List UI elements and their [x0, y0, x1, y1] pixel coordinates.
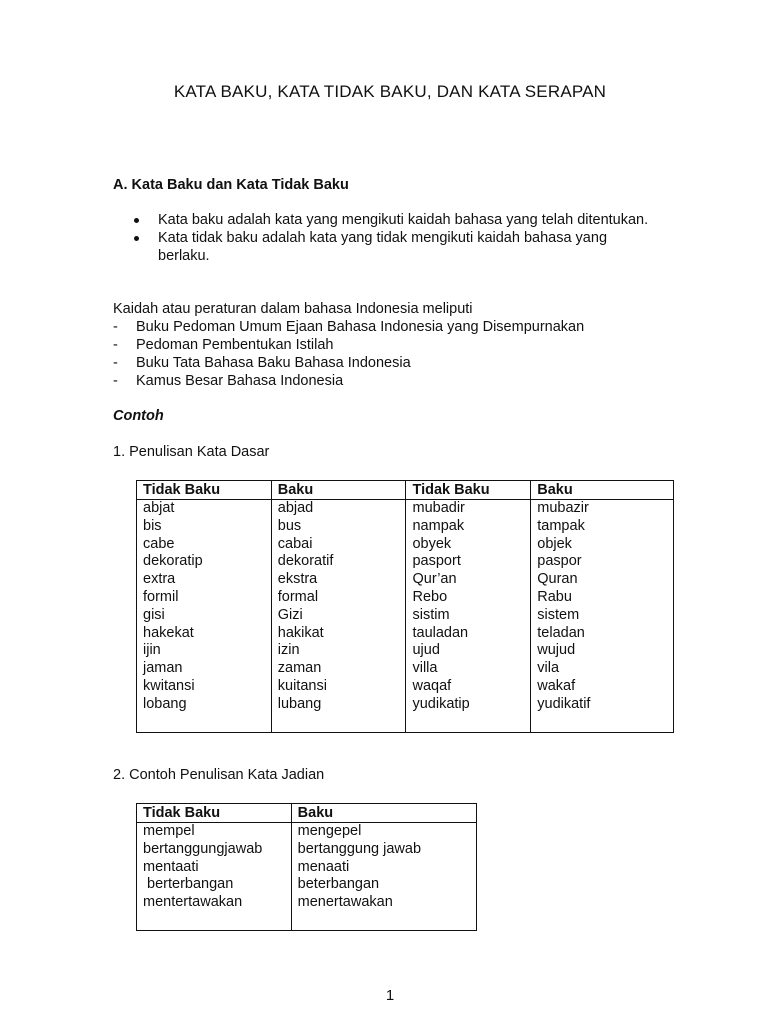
table-cell-word: teladan [537, 624, 585, 641]
table-cell-word: dekoratip [143, 553, 203, 570]
table-cell-word: ekstra [277, 571, 318, 588]
table-cell-word: menaati [297, 858, 350, 875]
table-cell-word: tauladan [412, 624, 469, 641]
table-cell-word: nampak [412, 517, 465, 534]
rules-list-text: Buku Pedoman Umum Ejaan Bahasa Indonesia yang Disempurnakan [136, 319, 585, 335]
table-body-row [137, 500, 674, 733]
column-cell [291, 823, 476, 931]
rules-list-text: Pedoman Pembentukan Istilah [136, 337, 334, 353]
column-header: Baku [291, 804, 476, 823]
table-cell-word: formil [143, 588, 179, 605]
table-cell-word: tampak [537, 517, 585, 534]
table-cell-word: mentertawakan [143, 894, 243, 911]
table-cell-word: obyek [412, 535, 452, 552]
table-kata-jadian [136, 803, 477, 931]
column-header: Baku [531, 481, 674, 500]
dash-marker: - [113, 373, 118, 389]
table-cell-word: menertawakan [297, 894, 393, 911]
dash-marker: - [113, 337, 118, 353]
column-cell [137, 500, 272, 733]
table-cell-word: bus [277, 517, 302, 534]
document-title: KATA BAKU, KATA TIDAK BAKU, DAN KATA SERAPAN [173, 82, 607, 101]
table-cell-word: bertanggungjawab [143, 840, 263, 857]
table-cell-word: pasport [412, 553, 461, 570]
column-cell [137, 823, 292, 931]
table-cell-word: paspor [537, 553, 582, 570]
bullet-dot-icon [134, 236, 139, 241]
table-cell-word: kwitansi [143, 677, 195, 694]
table-cell-word: wakaf [537, 677, 576, 694]
dash-marker: - [113, 355, 118, 371]
bullet-item [113, 229, 653, 265]
table-cell-word: mentaati [143, 858, 199, 875]
table-cell-word: kuitansi [277, 677, 327, 694]
table-cell-word: ujud [412, 642, 440, 659]
table-cell-word: ijin [143, 642, 161, 659]
table-cell-word: abjat [143, 500, 175, 516]
table-cell-word: lubang [277, 695, 322, 712]
table-cell-word: Qur’an [412, 571, 457, 588]
table-cell-word: beterbangan [297, 876, 380, 893]
table-cell-word: gisi [143, 606, 165, 623]
rules-list-item [113, 372, 584, 390]
table-cell-word: waqaf [412, 677, 452, 694]
table-cell-word: dekoratif [277, 553, 334, 570]
table-cell-word: mubadir [412, 500, 465, 516]
table-cell-word: extra [143, 571, 176, 588]
bullet-item [113, 211, 653, 229]
table-cell-word: Rabu [537, 588, 572, 605]
column-header: Tidak Baku [406, 481, 531, 500]
table-cell-word: bertanggung jawab [297, 840, 422, 857]
table-header-row [137, 481, 674, 500]
column-cell [406, 500, 531, 733]
table-cell-word: hakekat [143, 624, 194, 641]
table-cell-word: vila [537, 660, 560, 677]
column-header: Tidak Baku [137, 481, 272, 500]
table-cell-word: cabe [143, 535, 175, 552]
table-cell-word: zaman [277, 660, 322, 677]
table-cell-word: berterbangan [143, 876, 234, 893]
subheading-kata-jadian: 2. Contoh Penulisan Kata Jadian [113, 767, 325, 783]
column-cell [531, 500, 674, 733]
table-cell-word: wujud [537, 642, 576, 659]
page-number: 1 [385, 987, 395, 1004]
table-cell-word: sistem [537, 606, 580, 623]
column-header: Baku [271, 481, 406, 500]
rules-list-item [113, 336, 584, 354]
table-cell-word: cabai [277, 535, 313, 552]
table-cell-word: villa [412, 660, 438, 677]
rules-list [113, 318, 584, 390]
table-cell-word: formal [277, 588, 319, 605]
table-cell-word: hakikat [277, 624, 324, 641]
rules-list-text: Buku Tata Bahasa Baku Bahasa Indonesia [136, 355, 411, 371]
rules-intro: Kaidah atau peraturan dalam bahasa Indonesia meliputi [113, 301, 473, 317]
section-a-heading: A. Kata Baku dan Kata Tidak Baku [113, 177, 349, 193]
dash-marker: - [113, 319, 118, 335]
bullet-text: Kata tidak baku adalah kata yang tidak mengikuti kaidah bahasa yang berlaku. [158, 230, 608, 264]
table-cell-word: mempel [143, 823, 195, 839]
rules-list-text: Kamus Besar Bahasa Indonesia [136, 373, 344, 389]
table-cell-word: izin [277, 642, 300, 659]
rules-list-item [113, 354, 584, 372]
bullet-dot-icon [134, 218, 139, 223]
definition-bullet-list [113, 211, 653, 265]
table-cell-word: jaman [143, 660, 183, 677]
table-cell-word: mubazir [537, 500, 589, 516]
column-cell [271, 500, 406, 733]
table-cell-word: Quran [537, 571, 578, 588]
table-cell-word: lobang [143, 695, 187, 712]
table-cell-word: objek [537, 535, 572, 552]
table-cell-word: yudikatif [537, 695, 591, 712]
table-header-row [137, 804, 477, 823]
table-cell-word: abjad [277, 500, 314, 516]
rules-list-item [113, 318, 584, 336]
table-cell-word: yudikatip [412, 695, 470, 712]
contoh-heading: Contoh [113, 408, 164, 424]
table-body-row [137, 823, 477, 931]
table-cell-word: sistim [412, 606, 450, 623]
table-cell-word: mengepel [297, 823, 362, 839]
bullet-text: Kata baku adalah kata yang mengikuti kaidah bahasa yang telah ditentukan. [158, 212, 649, 228]
table-kata-dasar [136, 480, 674, 733]
table-cell-word: bis [143, 517, 162, 534]
table-cell-word: Rebo [412, 588, 448, 605]
subheading-kata-dasar: 1. Penulisan Kata Dasar [113, 444, 270, 460]
table-cell-word: Gizi [277, 606, 303, 623]
column-header: Tidak Baku [137, 804, 292, 823]
